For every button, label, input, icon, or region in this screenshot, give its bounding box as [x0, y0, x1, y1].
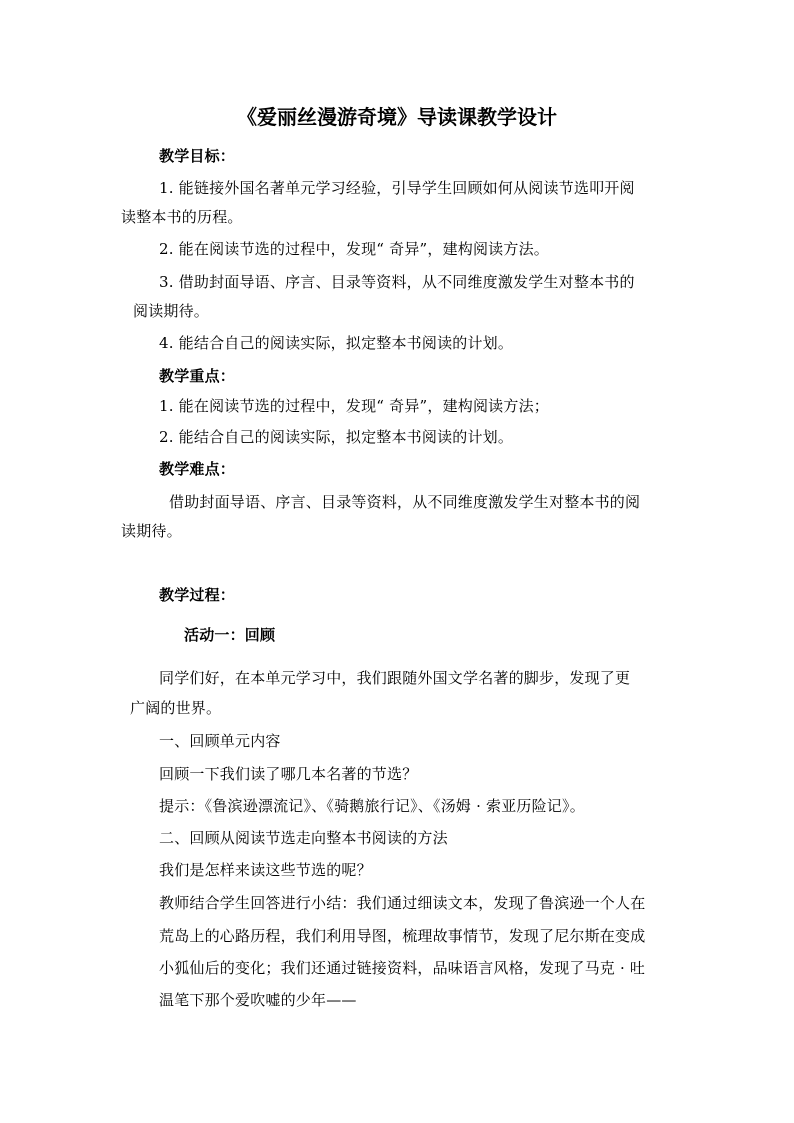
- summary-line-1: 教师结合学生回答进行小结：我们通过细读文本，发现了鲁滨逊一个人在: [159, 894, 646, 912]
- section-1-hint: 提示：《鲁滨逊漂流记》、《骑鹅旅行记》、《汤姆 · 索亚历险记》。: [159, 797, 585, 815]
- objectives-heading: 教学目标：: [159, 147, 236, 165]
- objective-2: 2. 能在阅读节选的过程中，发现“ 奇异”，建构阅读方法。: [159, 240, 549, 258]
- summary-line-3: 小狐仙后的变化；我们还通过链接资料，品味语言风格，发现了马克 · 吐: [159, 959, 646, 977]
- key-point-1: 1. 能在阅读节选的过程中，发现“ 奇异”，建构阅读方法；: [159, 397, 549, 415]
- activity-1-intro-line-2: 广阔的世界。: [130, 699, 222, 717]
- key-points-heading: 教学重点：: [159, 367, 236, 385]
- difficulties-line-1: 借助封面导语、序言、目录等资料，从不同维度激发学生对整本书的阅: [169, 493, 641, 511]
- objective-4: 4. 能结合自己的阅读实际，拟定整本书阅读的计划。: [159, 334, 514, 352]
- section-2-heading: 二、回顾从阅读节选走向整本书阅读的方法: [159, 829, 448, 847]
- summary-line-2: 荒岛上的心路历程，我们利用导图，梳理故事情节，发现了尼尔斯在变成: [159, 927, 646, 945]
- objective-1-line-2: 读整本书的历程。: [121, 208, 243, 226]
- objective-3-line-1: 3. 借助封面导语、序言、目录等资料，从不同维度激发学生对整本书的: [159, 273, 635, 291]
- section-1-question: 回顾一下我们读了哪几本名著的节选？: [159, 765, 418, 783]
- process-heading: 教学过程：: [159, 586, 236, 604]
- activity-1-intro-line-1: 同学们好，在本单元学习中，我们跟随外国文学名著的脚步，发现了更: [159, 669, 631, 687]
- key-point-2: 2. 能结合自己的阅读实际，拟定整本书阅读的计划。: [159, 428, 514, 446]
- difficulties-line-2: 读期待。: [121, 522, 182, 540]
- activity-1-heading: 活动一：回顾: [184, 626, 276, 644]
- document-title: 《爱丽丝漫游奇境》导读课教学设计: [237, 105, 557, 129]
- objective-3-line-2: 阅读期待。: [133, 302, 210, 320]
- objective-1-line-1: 1. 能链接外国名著单元学习经验，引导学生回顾如何从阅读节选叩开阅: [159, 179, 635, 197]
- section-1-heading: 一、回顾单元内容: [159, 732, 281, 750]
- summary-line-4: 温笔下那个爱吹嘘的少年——: [159, 991, 357, 1009]
- difficulties-heading: 教学难点：: [159, 460, 236, 478]
- section-2-question: 我们是怎样来读这些节选的呢？: [159, 861, 372, 879]
